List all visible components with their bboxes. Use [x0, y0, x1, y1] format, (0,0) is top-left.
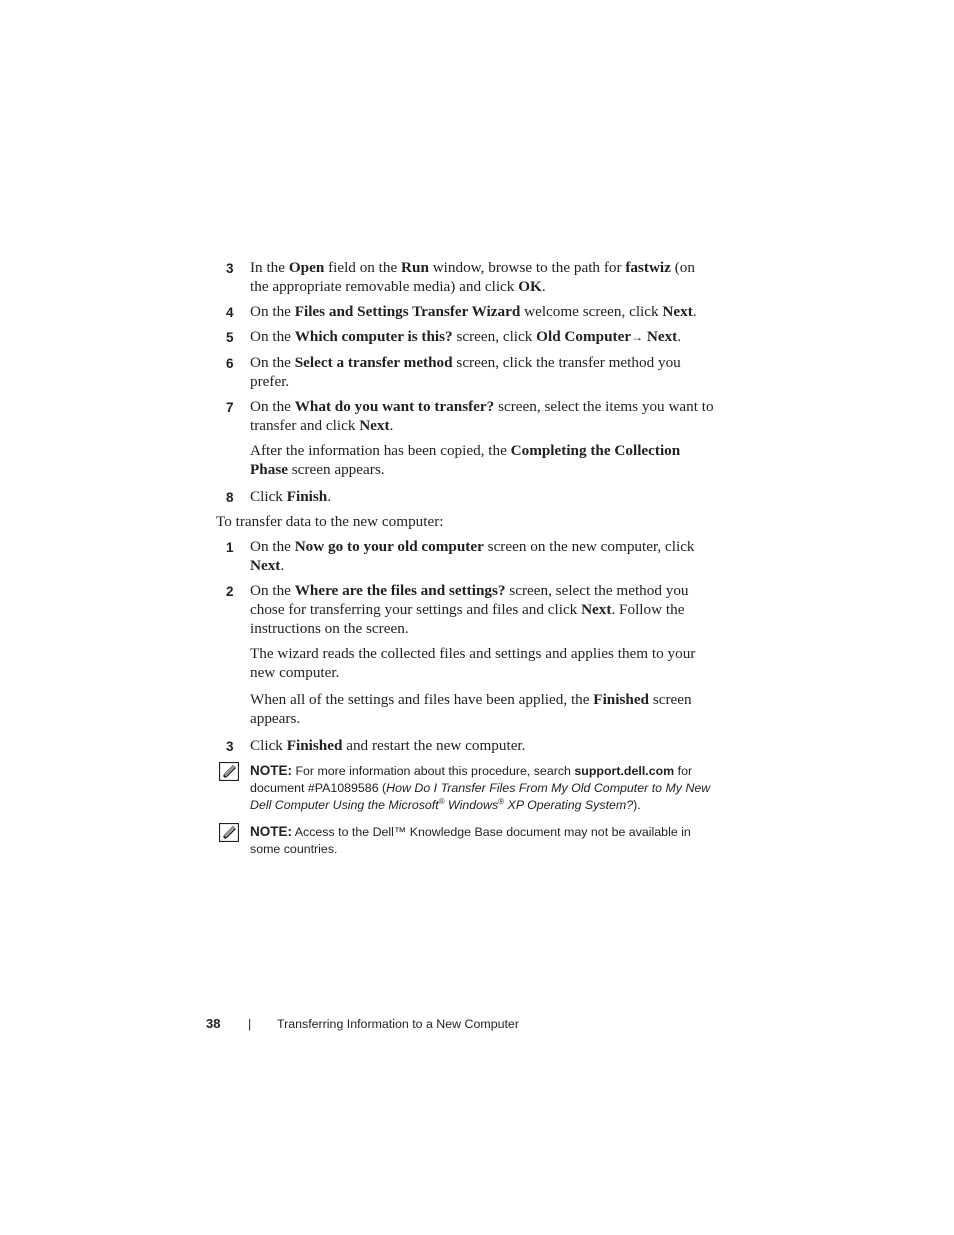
- step-1-now-go: 1 On the Now go to your old computer screen on the new computer, click Next.: [226, 538, 695, 574]
- note-knowledge-base: NOTE: Access to the Dell™ Knowledge Base document may not be available in some countries.: [216, 823, 716, 858]
- step-6-transfer-method: 6 On the Select a transfer method screen, click the transfer method you prefer.: [226, 354, 681, 390]
- page-content: [216, 258, 716, 858]
- step-7-what-to-transfer: 7 On the What do you want to transfer? screen, select the items you want to transfer and click Next.: [226, 398, 714, 434]
- step-2-where-files: 2 On the Where are the files and settings? screen, select the method you chose for transferring your settings and files and click Next. Follow the instructions on the screen.: [226, 582, 689, 637]
- step-number: 3: [226, 739, 234, 754]
- step-number: 6: [226, 356, 234, 371]
- support-link: support.dell.com: [574, 764, 675, 778]
- step-4-wizard-welcome: 4 On the Files and Settings Transfer Wizard welcome screen, click Next.: [226, 303, 697, 320]
- note-label: NOTE:: [250, 763, 292, 778]
- pencil-note-icon: [219, 823, 239, 842]
- step-number: 4: [226, 305, 234, 320]
- step-5-which-computer: 5 On the Which computer is this? screen, click Old Computer→ Next.: [226, 328, 682, 345]
- footer-separator: |: [248, 1017, 252, 1031]
- note-more-information: NOTE: For more information about this procedure, search support.dell.com for document #PA1089586 (How Do I Transfer Files From My Old Computer to My New Dell Computer Using the Microsoft® Windows® XP Operating System?).: [216, 762, 716, 814]
- step-2-followup-wizard-reads: The wizard reads the collected files and settings and applies them to your new computer.: [250, 645, 696, 681]
- step-3-click-finished: 3 Click Finished and restart the new computer.: [226, 737, 526, 754]
- note-label: NOTE:: [250, 824, 292, 839]
- step-number: 2: [226, 584, 234, 599]
- page-number: 38: [206, 1016, 221, 1031]
- step-8-click-finish: 8 Click Finish.: [226, 488, 332, 505]
- page-footer: [206, 1015, 519, 1033]
- step-number: 7: [226, 400, 234, 415]
- intro-new-computer: To transfer data to the new computer:: [216, 513, 444, 530]
- step-2-followup-finished: When all of the settings and files have been applied, the Finished screen appears.: [250, 691, 692, 727]
- arrow-icon: →: [631, 330, 644, 344]
- footer-chapter-title: Transferring Information to a New Computer: [277, 1017, 519, 1031]
- step-number: 5: [226, 330, 234, 345]
- step-number: 8: [226, 490, 234, 505]
- step-3-open-fastwiz: 3 In the Open field on the Run window, browse to the path for fastwiz (on the appropriate removable media) and click OK.: [226, 259, 695, 295]
- step-7-followup: After the information has been copied, the Completing the Collection Phase screen appears.: [250, 442, 681, 478]
- step-number: 3: [226, 261, 234, 276]
- pencil-note-icon: [219, 762, 239, 781]
- step-number: 1: [226, 540, 234, 555]
